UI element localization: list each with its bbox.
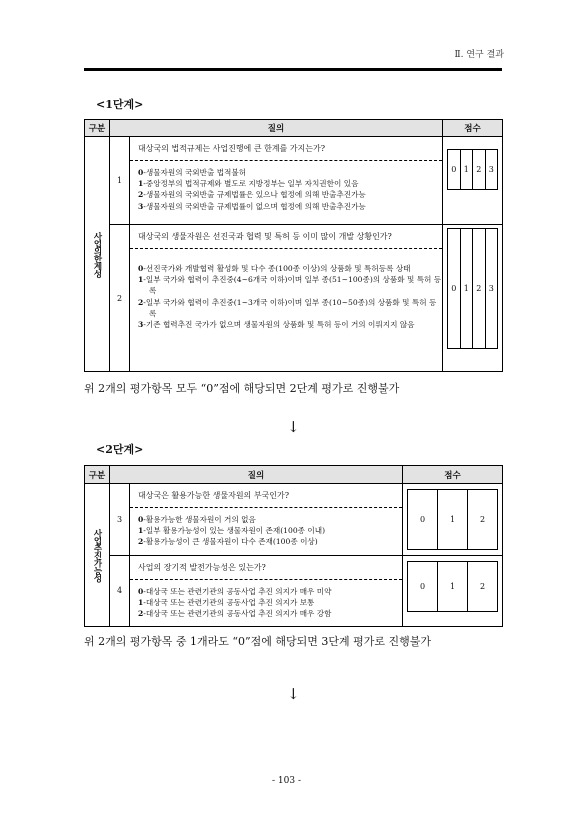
score-value: 0	[448, 150, 461, 190]
step1-table	[84, 119, 503, 372]
option-item: 1-일부 활용가능성이 있는 생물자원이 존재(100종 이내)	[138, 526, 326, 536]
col-question-header: 질의	[110, 120, 443, 137]
running-head: Ⅱ. 연구 결과	[454, 50, 504, 60]
question-cell	[130, 556, 403, 627]
col-question-header: 질의	[110, 466, 403, 484]
question-text: 대상국은 활용가능한 생물자원의 부국인가?	[130, 484, 402, 508]
option-item: 1-대상국 또는 관련기관의 공동사업 추진 의지가 보통	[138, 598, 315, 608]
option-item: 3-기존 협력추진 국가가 없으며 생물자원의 상품화 및 특허 등이 거의 이뤄지지 않음	[138, 320, 415, 330]
option-item: 0-선진국가와 개발협력 활성화 및 다수 종(100종 이상)의 상품화 및 특허등록 상태	[138, 264, 411, 273]
category-cell	[85, 137, 110, 372]
score-cell	[403, 556, 503, 627]
score-value: 3	[485, 228, 498, 348]
options-list	[130, 249, 442, 336]
score-value: 1	[460, 150, 473, 190]
down-arrow-icon: ↓	[287, 418, 300, 436]
option-item: 0-대상국 또는 관련기관의 공동사업 추진 의지가 매우 미약	[138, 587, 332, 596]
step2-note: 위 2개의 평가항목 중 1개라도 “0”점에 해당되면 3단계 평가로 진행불가	[84, 635, 431, 648]
option-item: 2-생물자원의 국외반출 규제법률은 있으나 협정에 의해 반출추진가능	[138, 190, 366, 200]
score-value: 3	[485, 150, 498, 190]
option-item: 0-활용가능한 생물자원이 거의 없음	[138, 515, 256, 524]
step1-note: 위 2개의 평가항목 모두 “0”점에 해당되면 2단계 평가로 진행불가	[84, 382, 400, 395]
step2-table	[84, 465, 503, 627]
score-value: 2	[468, 490, 498, 550]
score-cell	[403, 484, 503, 556]
score-value: 0	[448, 228, 461, 348]
category-cell	[85, 484, 110, 627]
category-label: 사업의한계성	[92, 231, 102, 277]
question-text: 사업의 장기적 발전가능성은 있는가?	[130, 556, 402, 580]
col-score-header: 점수	[403, 466, 503, 484]
score-cell	[443, 225, 503, 372]
col-category-header: 구분	[85, 466, 110, 484]
question-cell	[130, 484, 403, 556]
question-text: 대상국의 생물자원은 선진국과 협력 및 특허 등 이미 많이 개발 상황인가?	[130, 225, 442, 249]
question-cell	[130, 137, 443, 225]
score-value: 0	[408, 562, 438, 612]
page-number: - 103 -	[272, 776, 301, 786]
category-label: 사업추진가능성	[92, 528, 102, 582]
options-list	[130, 508, 402, 554]
item-number: 4	[110, 556, 130, 627]
score-value: 0	[408, 490, 438, 550]
option-item: 2-활용가능성이 큰 생물자원이 다수 존재(100종 이상)	[138, 537, 318, 547]
score-value: 2	[473, 228, 486, 348]
option-item: 1-일부 국가와 협력이 추진중(4~6개국 이하)이며 일부 종(51~100종)의 상품화 및 특허 등록	[138, 275, 442, 296]
options-list	[130, 580, 402, 626]
option-item: 0-생물자원의 국외반출 법적불허	[138, 168, 247, 177]
header-rule	[84, 68, 502, 71]
item-number: 2	[110, 225, 130, 372]
step2-title: <2단계>	[96, 443, 144, 456]
step1-title: <1단계>	[96, 98, 144, 111]
option-item: 2-일부 국가와 협력이 추진중(1~3개국 이하)이며 일부 종(10~50종)의 상품화 및 특허 등록	[138, 297, 437, 318]
score-value: 2	[468, 562, 498, 612]
col-score-header: 점수	[443, 120, 503, 137]
option-item: 1-중앙정부의 법적규제와 별도로 지방정부는 일부 자치권한이 있음	[138, 179, 359, 189]
options-list	[130, 161, 442, 218]
score-value: 1	[460, 228, 473, 348]
score-value: 1	[438, 562, 468, 612]
item-number: 3	[110, 484, 130, 556]
question-cell	[130, 225, 443, 372]
score-value: 2	[473, 150, 486, 190]
score-cell	[443, 137, 503, 225]
down-arrow-icon: ↓	[287, 685, 300, 703]
option-item: 2-대상국 또는 관련기관의 공동사업 추진 의지가 매우 강함	[138, 609, 332, 619]
option-item: 3-생물자원의 국외반출 규제법률이 없으며 협정에 의해 반출추진가능	[138, 201, 366, 211]
item-number: 1	[110, 137, 130, 225]
question-text: 대상국의 법적규제는 사업진행에 큰 한계를 가지는가?	[130, 137, 442, 161]
col-category-header: 구분	[85, 120, 110, 137]
score-value: 1	[438, 490, 468, 550]
